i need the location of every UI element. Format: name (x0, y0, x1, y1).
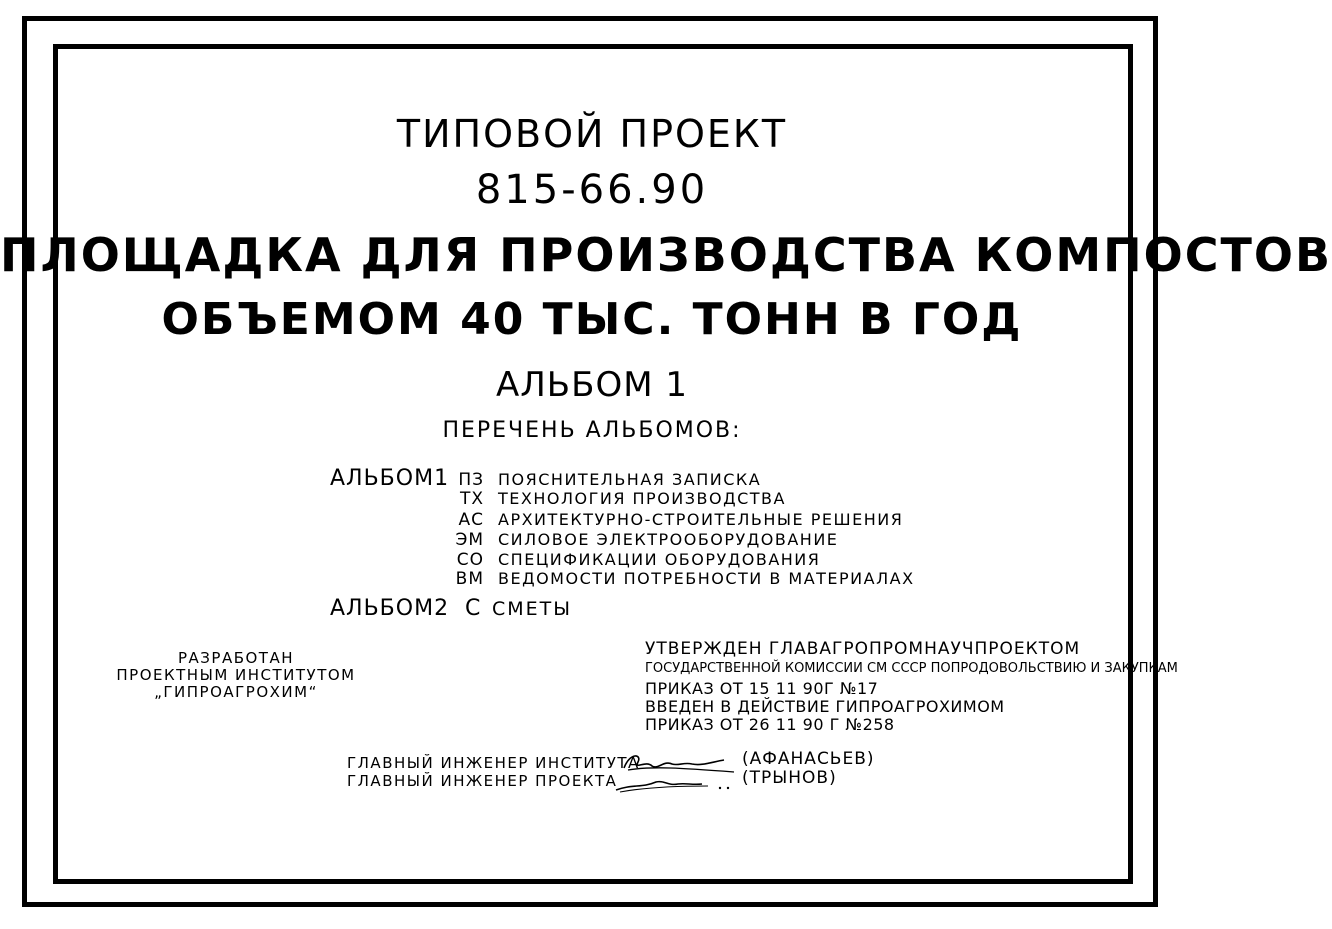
album-number: АЛЬБОМ 1 (495, 365, 688, 405)
developer-line-2: ПРОЕКТНЫМ ИНСТИТУТОМ (116, 666, 356, 684)
approval-line-2: ГОСУДАРСТВЕННОЙ КОМИССИИ СМ СССР ПОПРОДОВОЛЬСТВИЮ И ЗАКУПКАМ (645, 661, 1178, 676)
album-1-desc: СПЕЦИФИКАЦИИ ОБОРУДОВАНИЯ (498, 550, 821, 569)
album-1-desc: ТЕХНОЛОГИЯ ПРОИЗВОДСТВА (498, 489, 786, 508)
album-1-code: ТХ (459, 489, 484, 509)
approval-line-1: УТВЕРЖДЕН ГЛАВАГРОПРОМНАУЧПРОЕКТОМ (645, 639, 1081, 659)
album-1-code: ЭМ (455, 530, 484, 550)
album-1-desc: СИЛОВОЕ ЭЛЕКТРООБОРУДОВАНИЕ (498, 530, 839, 549)
signature-role-1: ГЛАВНЫЙ ИНЖЕНЕР ИНСТИТУТА (347, 754, 640, 772)
album-1-code: ВМ (455, 569, 484, 589)
approval-line-4: ВВЕДЕН В ДЕЙСТВИЕ ГИПРОАГРОХИМОМ (645, 697, 1005, 716)
signature-role-2: ГЛАВНЫЙ ИНЖЕНЕР ПРОЕКТА (347, 772, 618, 790)
project-type: ТИПОВОЙ ПРОЕКТ (396, 112, 788, 156)
approval-line-3: ПРИКАЗ ОТ 15 11 90Г №17 (645, 679, 879, 698)
title-line-2: ОБЪЕМОМ 40 ТЫС. ТОНН В ГОД (161, 294, 1023, 345)
album-1-desc: ВЕДОМОСТИ ПОТРЕБНОСТИ В МАТЕРИАЛАХ (498, 569, 915, 588)
album-1-code: ПЗ (458, 470, 484, 490)
album-1-code: СО (456, 550, 484, 570)
title-line-1: ПЛОЩАДКА ДЛЯ ПРОИЗВОДСТВА КОМПОСТОВ (0, 228, 1332, 282)
album-1-code: АС (458, 510, 484, 530)
album-1-label: АЛЬБОМ1 (330, 466, 450, 491)
handwritten-signatures (612, 748, 744, 796)
project-number: 815-66.90 (475, 167, 709, 213)
signature-name-2: (ТРЫНОВ) (742, 768, 837, 788)
album-2-code: С (465, 596, 482, 621)
album-2-label: АЛЬБОМ2 (330, 596, 450, 621)
approval-line-5: ПРИКАЗ ОТ 26 11 90 Г №258 (645, 715, 895, 734)
album-1-desc: ПОЯСНИТЕЛЬНАЯ ЗАПИСКА (498, 470, 762, 489)
album-1-desc: АРХИТЕКТУРНО-СТРОИТЕЛЬНЫЕ РЕШЕНИЯ (498, 510, 904, 529)
developer-line-3: „ГИПРОАГРОХИМ“ (154, 683, 318, 701)
developer-line-1: РАЗРАБОТАН (177, 649, 295, 667)
album-2-desc: СМЕТЫ (492, 598, 573, 620)
album-list-heading: ПЕРЕЧЕНЬ АЛЬБОМОВ: (442, 418, 742, 443)
signature-name-1: (АФАНАСЬЕВ) (742, 749, 875, 769)
